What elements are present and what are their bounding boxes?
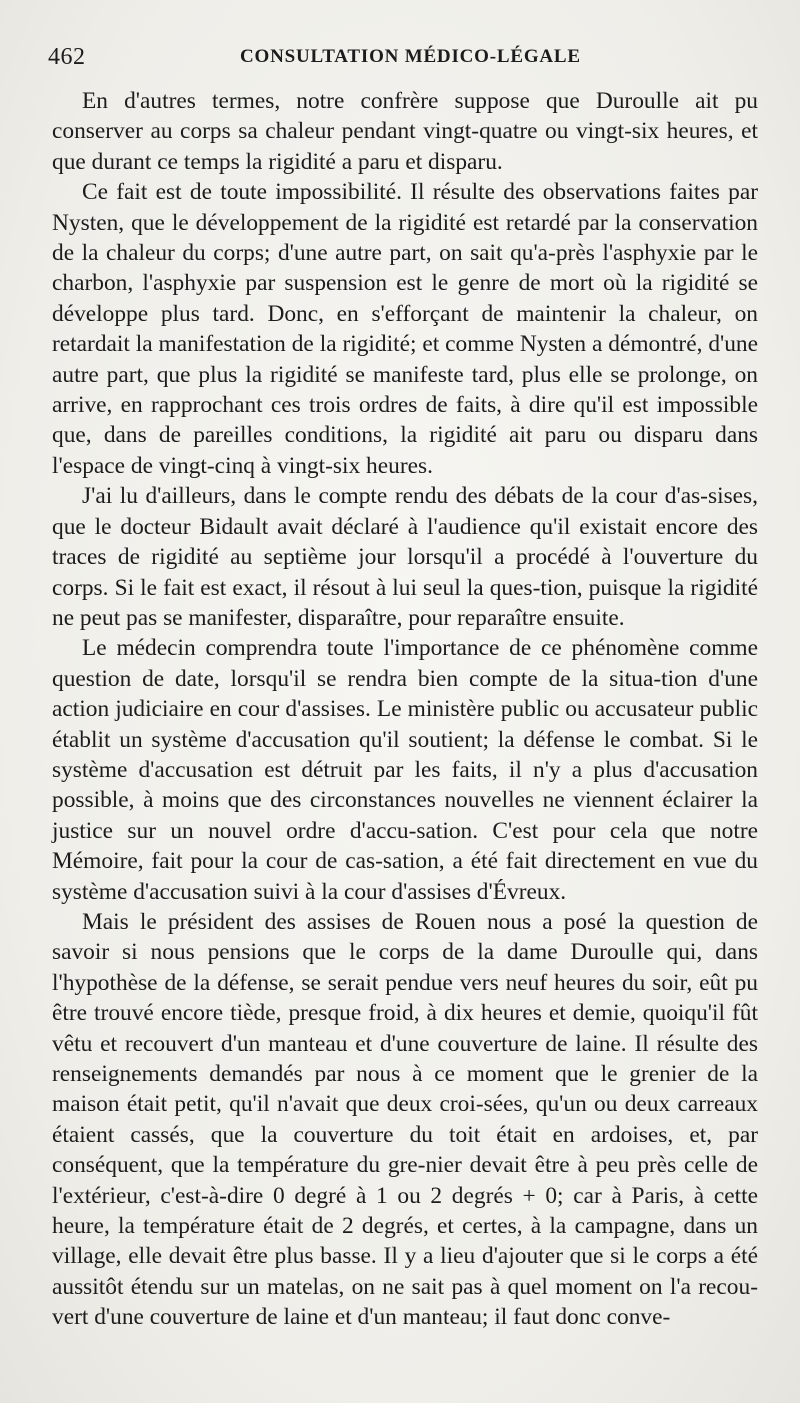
paragraph: En d'autres termes, notre confrère suppose que Duroulle ait pu conserver au corps sa chaleur pendant vingt-quatre ou vingt-six heures, et que durant ce temps la rigidité a paru et disparu. <box>52 88 758 175</box>
paragraph: Le médecin comprendra toute l'importance de ce phénomène comme question de date, lorsqu'il se rendra bien compte de la situa-tion d'une action judiciaire en cour d'assises. Le ministère public ou accusateur public établit un système d'accusation qu'il soutient; la défense le combat. Si le système d'accusation est détruit par les faits, il n'y a plus d'accusation possible, à moins que des circonstances nouvelles ne viennent éclairer la justice sur un nouvel ordre d'accu-sation. C'est pour cela que notre Mémoire, fait pour la cour de cas-sation, a été fait directement en vue du système d'accusation suivi à la cour d'assises d'Évreux. <box>52 635 758 905</box>
paragraph: J'ai lu d'ailleurs, dans le compte rendu des débats de la cour d'as-sises, que le docteur Bidault avait déclaré à l'audience qu'il existait encore des traces de rigidité au septième jour lorsqu'il a procédé à l'ouverture du corps. Si le fait est exact, il résout à lui seul la ques-tion, puisque la rigidité ne peut pas se manifester, disparaître, pour reparaître ensuite. <box>52 483 758 631</box>
body-text <box>52 86 758 1333</box>
page-number: 462 <box>48 44 86 70</box>
page-header <box>48 44 748 74</box>
paragraph: Mais le président des assises de Rouen nous a posé la question de savoir si nous pensions que le corps de la dame Duroulle qui, dans l'hypothèse de la défense, se serait pendue vers neuf heures du soir, eût pu être trouvé encore tiède, presque froid, à dix heures et demie, quoiqu'il fût vêtu et recouvert d'un manteau et d'une couverture de laine. Il résulte des renseignements demandés par nous à ce moment que le grenier de la maison était petit, qu'il n'avait que deux croi-sées, qu'un ou deux carreaux étaient cassés, que la couverture du toit était en ardoises, et, par conséquent, que la température du gre-nier devait être à peu près celle de l'extérieur, c'est-à-dire 0 degré à 1 ou 2 degrés + 0; car à Paris, à cette heure, la température était de 2 degrés, et certes, à la campagne, dans un village, elle devait être plus basse. Il y a lieu d'ajouter que si le corps a été aussitôt étendu sur un matelas, on ne sait pas à quel moment on l'a recou-vert d'une couverture de laine et d'un manteau; il faut donc conve- <box>52 908 758 1331</box>
paragraph: Ce fait est de toute impossibilité. Il résulte des observations faites par Nysten, que le développement de la rigidité est retardé par la conservation de la chaleur du corps; d'une autre part, on sait qu'a-près l'asphyxie par le charbon, l'asphyxie par suspension est le genre de mort où la rigidité se développe plus tard. Donc, en s'efforçant de maintenir la chaleur, on retardait la manifestation de la rigidité; et comme Nysten a démontré, d'une autre part, que plus la rigidité se manifeste tard, plus elle se prolonge, on arrive, en rapprochant ces trois ordres de faits, à dire qu'il est impossible que, dans de pareilles conditions, la rigidité ait paru ou disparu dans l'espace de vingt-cinq à vingt-six heures. <box>52 179 758 479</box>
running-title: CONSULTATION MÉDICO-LÉGALE <box>240 46 581 67</box>
